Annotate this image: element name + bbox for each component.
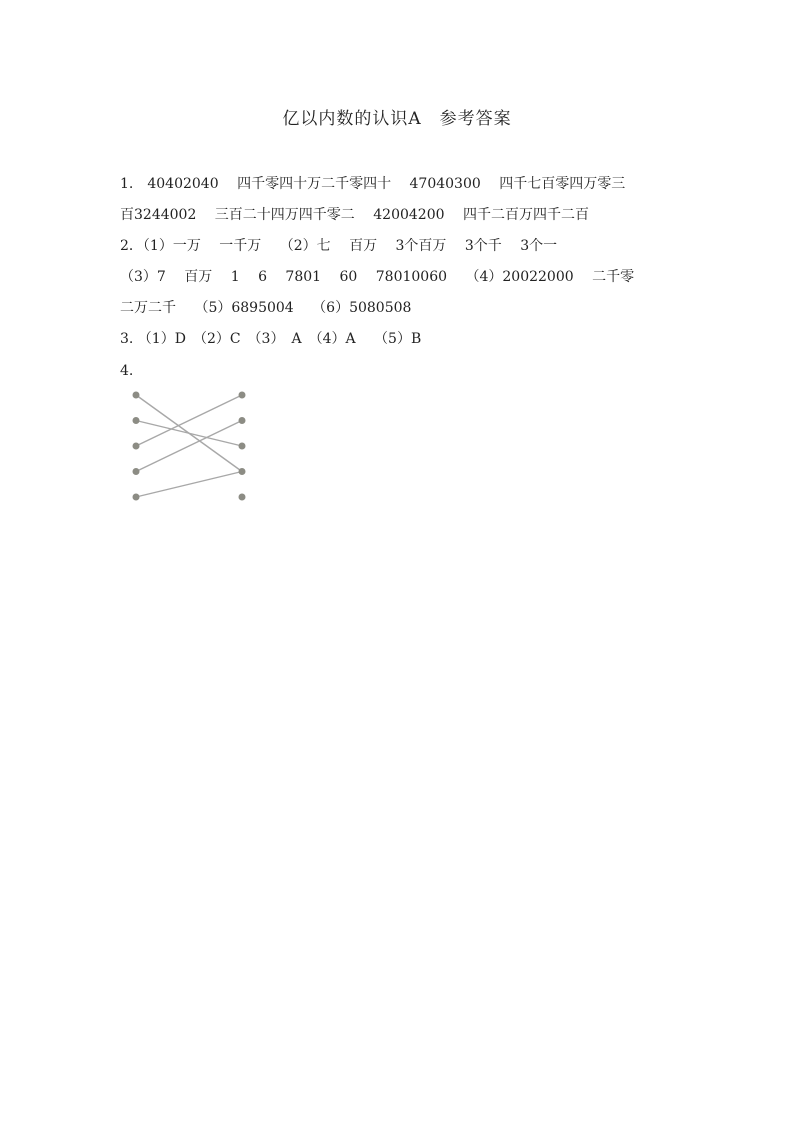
left-dot-5: [133, 494, 140, 501]
right-dot-4: [239, 468, 246, 475]
left-dot-1: [133, 392, 140, 399]
left-dot-4: [133, 468, 140, 475]
answer-line-2b: （3）7 百万 1 6 7801 60 78010060 （4）20022000 二千零: [120, 269, 635, 285]
left-dot-3: [133, 443, 140, 450]
right-dot-3: [239, 443, 246, 450]
matching-diagram: [120, 385, 260, 510]
answer-line-1a: 1. 40402040 四千零四十万二千零四十 47040300 四千七百零四万零三: [120, 176, 626, 192]
match-line-5: [136, 472, 242, 498]
right-dot-5: [239, 494, 246, 501]
answer-line-4-label: 4.: [120, 363, 134, 379]
answer-line-2c: 二万二千 （5）6895004 （6）5080508: [120, 300, 412, 316]
answer-line-3: 3. （1）D （2）C （3） A （4）A （5）B: [120, 331, 422, 347]
answer-line-2a: 2．（1）一万 一千万 （2）七 百万 3个百万 3个千 3个一: [120, 238, 558, 254]
match-line-2: [136, 421, 242, 447]
left-dot-2: [133, 417, 140, 424]
match-line-3: [136, 395, 242, 446]
answer-line-1b: 百3244002 三百二十四万四千零二 42004200 四千二百万四千二百: [120, 207, 589, 223]
page-title: 亿以内数的认识A 参考答案: [282, 109, 512, 129]
right-dot-1: [239, 392, 246, 399]
match-line-4: [136, 421, 242, 472]
right-dot-2: [239, 417, 246, 424]
